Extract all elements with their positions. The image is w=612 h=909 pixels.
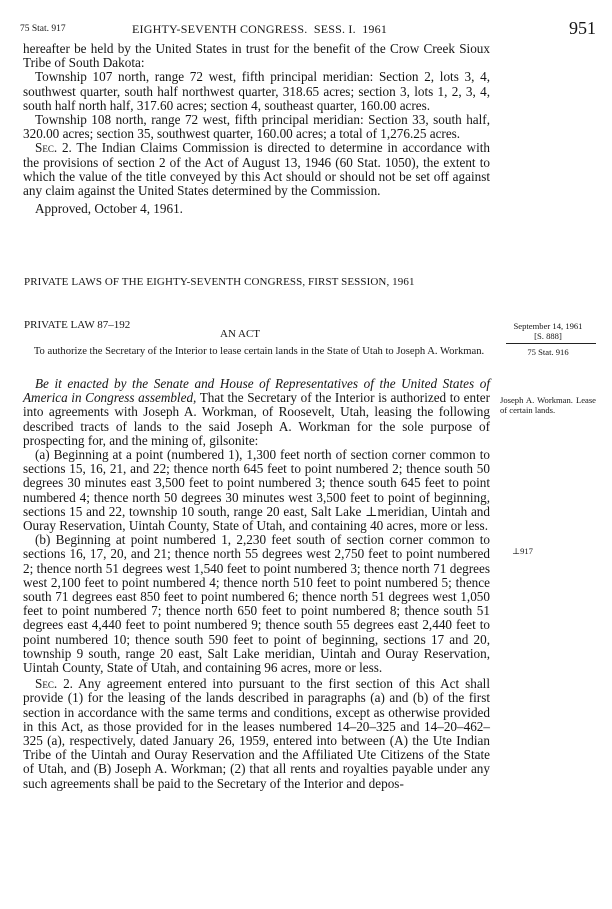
act-purpose: To authorize the Secretary of the Interior to lease certain lands in the State of Utah to Joseph A. Workman. xyxy=(33,346,485,357)
margin-page-marker: ⊥917 xyxy=(512,546,533,556)
paragraph-sec-2-lease xyxy=(23,677,490,791)
paragraph-b: (b) Beginning at point numbered 1, 2,230 feet south of section corner common to sections 16, 17, 20, and 21; thence north 55 degrees west 2,750 feet to point numbered 2; thence north 51 degrees west 1,540 feet to point numbered 3; thence north 71 degrees west 2,100 feet to point numbered 4; thence north 510 feet to point numbered 5; thence south 71 degrees east 850 feet to point numbered 6; thence north 51 degrees west 1,050 feet to point numbered 7; thence north 650 feet to point numbered 8; thence south 51 degrees east 4,440 feet to point numbered 9; thence south 55 degrees east 2,440 feet to point numbered 10; thence south 590 feet to point of beginning, sections 17 and 20, township 9 south, range 20 east, Salt Lake meridian, Uintah and Ouray Reservation, Uintah County, State of Utah, and containing 96 acres, more or less. xyxy=(23,532,490,676)
stat-reference: 75 Stat. 917 xyxy=(20,24,66,34)
sec-2-lease-text: Any agreement entered into pursuant to the first section of this Act shall provide (1) for the leasing of the lands described in paragraphs (a) and (b) of the first section in accordance with the same terms and conditions, except as otherwise provided in this Act, as those provided for in the leases numbered 14–20–325 and 14–20–462–325 (a), respectively, dated January 26, 1959, entered into between (A) the Ute Indian Tribe of the Uintah and Ouray Reservation and the Affiliated Ute Citizens of the State of Utah, and (B) Joseph A. Workman; (2) that all rents and royalties payable under any such agreements shall be paid to the Secretary of the Interior and depos- xyxy=(23,676,490,791)
margin-note: Joseph A. Workman. Lease of certain lands. xyxy=(500,395,596,415)
act-heading: AN ACT xyxy=(220,328,261,340)
sec-2-lease-label: Sec. 2. xyxy=(35,676,73,692)
law-number: PRIVATE LAW 87–192 xyxy=(24,319,131,331)
section-title: PRIVATE LAWS OF THE EIGHTY-SEVENTH CONGRESS, FIRST SESSION, 1961 xyxy=(24,276,415,288)
paragraph-a: (a) Beginning at a point (numbered 1), 1,300 feet north of section corner common to sections 15, 16, 21, and 22; thence north 645 feet to point numbered 2; thence south 50 degrees 30 minutes east 3,500 feet to point numbered 3; thence south 645 feet to point numbered 4; thence north 50 degrees 30 minutes west 3,500 feet to point of beginning, sections 15 and 22, township 10 south, range 20 east, Salt Lake ⊥meridian, Uintah and Ouray Reservation, Uintah County, State of Utah, and containing 40 acres, more or less. xyxy=(23,447,490,534)
paragraph-township-108: Township 108 north, range 72 west, fifth principal meridian: Section 33, south half, 320.00 acres; section 35, southwest quarter, 160.00 acres; a total of 1,276.25 acres. xyxy=(23,112,490,142)
approved-line: Approved, October 4, 1961. xyxy=(35,201,183,217)
sec-2-text: The Indian Claims Commission is directed to determine in accordance with the provisions of section 2 of the Act of August 13, 1946 (60 Stat. 1050), the extent to which the value of the title conveyed by this Act should or should not be set off against any claim against the United States determined by the Commission. xyxy=(23,140,490,199)
enacting-clause xyxy=(23,377,490,448)
act-body xyxy=(23,377,490,791)
margin-bill-number: [S. 888] xyxy=(534,330,562,341)
margin-rule xyxy=(506,343,596,344)
enacting-italic: Be it enacted by the Senate and House of Representatives of the United States of America in Congress assembled, xyxy=(23,376,490,406)
margin-date xyxy=(500,322,596,341)
margin-date-text: September 14, 1961 xyxy=(513,321,583,331)
paragraph-sec-2 xyxy=(23,141,490,198)
running-title: EIGHTY-SEVENTH CONGRESS. SESS. I. 1961 xyxy=(132,22,388,36)
margin-stat: 75 Stat. 916 xyxy=(527,347,569,357)
page-header xyxy=(20,18,596,38)
enacting-rest: That the Secretary of the Interior is authorized to enter into agreements with Joseph A. Workman, of Roosevelt, Utah, leasing the following described tracts of lands to the said Joseph A. Workman for the sole purpose of prospecting for, and the mining of, gilsonite: xyxy=(23,390,490,448)
paragraph-township-107: Township 107 north, range 72 west, fifth principal meridian: Section 2, lots 3, 4, southwest quarter, south half northwest quarter, 318.65 acres; section 3, lots 1, 2, 3, 4, south half north half, 317.60 acres; section 4, southeast quarter, 160.00 acres. xyxy=(23,69,490,113)
top-text-block xyxy=(23,42,490,216)
sec-2-label: Sec. 2. xyxy=(35,140,72,156)
page-number: 951 xyxy=(569,18,596,38)
paragraph-trust: hereafter be held by the United States in trust for the benefit of the Crow Creek Sioux Tribe of South Dakota: xyxy=(23,41,490,71)
